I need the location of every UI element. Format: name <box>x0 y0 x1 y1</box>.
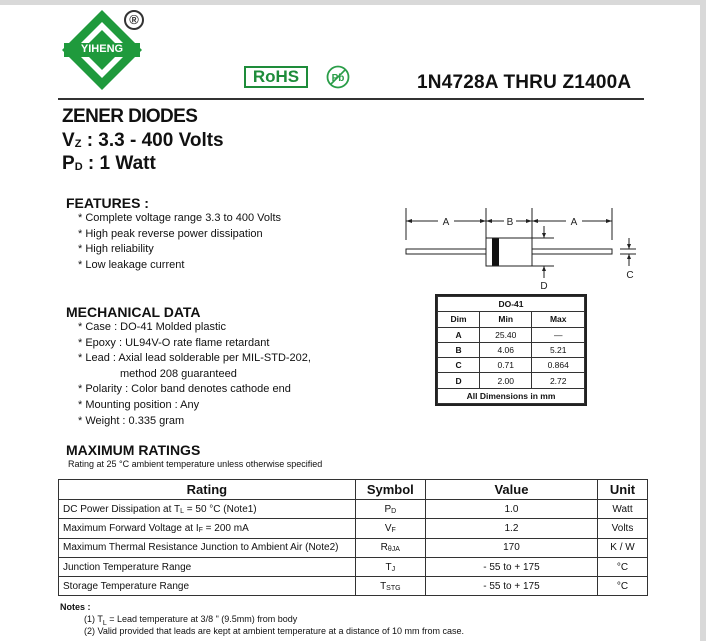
part-number-range: 1N4728A THRU Z1400A <box>417 72 632 93</box>
viewer-top-border <box>0 0 706 5</box>
cathode-band <box>492 239 499 266</box>
rating-unit: °C <box>598 577 648 596</box>
rohs-badge: RoHS <box>244 66 308 88</box>
ratings-condition: Rating at 25 °C ambient temperature unless otherwise specified <box>68 459 323 469</box>
feature-item: * Low leakage current <box>78 258 185 271</box>
dimensions-row <box>438 373 585 388</box>
rating-symbol: $R_{\theta JA}$ <box>355 538 425 557</box>
dimensions-header: Min <box>480 312 532 327</box>
rating-value: 170 <box>425 538 597 557</box>
header-divider <box>58 98 644 100</box>
spec-power <box>62 153 156 175</box>
rating-name: DC Power Dissipation at $T_L = 50$ °C (Note1) <box>59 500 356 519</box>
spec-voltage-sub: Z <box>74 138 82 150</box>
dim-cell: 0.71 <box>480 358 532 373</box>
dimensions-table <box>437 296 585 404</box>
rating-symbol: $V_F$ <box>355 519 425 538</box>
ratings-header: Rating <box>59 480 356 500</box>
mechanical-item: * Lead : Axial lead solderable per MIL-STD-202, <box>78 352 311 365</box>
feature-item: * High peak reverse power dissipation <box>78 227 263 240</box>
feature-item: * High reliability <box>78 243 154 256</box>
rating-symbol: $T_{STG}$ <box>355 577 425 596</box>
table-row <box>59 500 648 519</box>
ratings-header: Unit <box>598 480 648 500</box>
table-row <box>59 538 648 557</box>
note-2: (2) Valid provided that leads are kept at ambient temperature at a distance of 10 mm from case. <box>84 626 465 636</box>
dim-cell: B <box>438 342 480 357</box>
rating-value: 1.0 <box>425 500 597 519</box>
spec-power-sub: D <box>74 161 83 173</box>
rating-unit: °C <box>598 557 648 576</box>
dim-cell: 25.40 <box>480 327 532 342</box>
dimensions-header: Dim <box>438 312 480 327</box>
feature-item: * Complete voltage range 3.3 to 400 Volts <box>78 212 282 224</box>
rating-unit: Volts <box>598 519 648 538</box>
mechanical-item: * Mounting position : Any <box>78 398 200 411</box>
table-row <box>59 519 648 538</box>
mechanical-item: * Epoxy : UL94V-O rate flame retardant <box>78 336 270 349</box>
mechanical-list <box>78 320 311 429</box>
max-ratings-heading: MAXIMUM RATINGS <box>66 442 201 458</box>
dim-cell: C <box>438 358 480 373</box>
rating-symbol: $P_D$ <box>355 500 425 519</box>
spec-voltage-value: : 3.3 - 400 Volts <box>86 130 224 151</box>
dimensions-row <box>438 327 585 342</box>
viewer-right-border <box>700 0 706 641</box>
dim-cell: 2.72 <box>532 373 585 388</box>
table-row <box>59 577 648 596</box>
dimensions-footer: All Dimensions in mm <box>438 388 585 403</box>
spec-voltage <box>62 130 224 152</box>
dim-label-b: B <box>506 217 514 228</box>
mechanical-item: method 208 guaranteed <box>120 367 237 380</box>
dim-cell: — <box>532 327 585 342</box>
dimensions-package: DO-41 <box>438 297 585 312</box>
dim-label-d: D <box>540 281 548 292</box>
pb-free-icon <box>326 65 350 89</box>
rating-name: Storage Temperature Range <box>59 577 356 596</box>
dim-cell: D <box>438 373 480 388</box>
rating-name: Maximum Forward Voltage at $I_F = 200$ mA <box>59 519 356 538</box>
do41-outline-drawing <box>396 200 646 295</box>
registered-mark: ® <box>124 10 144 30</box>
rating-value: - 55 to + 175 <box>425 557 597 576</box>
logo-text: YIHENG <box>80 43 124 55</box>
rating-name: Maximum Thermal Resistance Junction to Ambient Air (Note2) <box>59 538 356 557</box>
features-list <box>78 211 281 273</box>
ratings-header: Value <box>425 480 597 500</box>
dim-cell: A <box>438 327 480 342</box>
ratings-table <box>58 479 648 596</box>
rating-value: - 55 to + 175 <box>425 577 597 596</box>
rating-value: 1.2 <box>425 519 597 538</box>
dim-label-c: C <box>626 270 634 281</box>
dimensions-header: Max <box>532 312 585 327</box>
dim-cell: 0.864 <box>532 358 585 373</box>
spec-voltage-symbol: V <box>62 130 75 151</box>
spec-power-value: : 1 Watt <box>87 153 156 174</box>
mechanical-item: * Case : DO-41 Molded plastic <box>78 321 226 333</box>
dim-label-a-left: A <box>442 217 450 228</box>
dim-cell: 4.06 <box>480 342 532 357</box>
dimensions-row <box>438 342 585 357</box>
mechanical-item: * Weight : 0.335 gram <box>78 414 185 427</box>
pb-label: Pb <box>331 73 345 84</box>
dim-cell: 5.21 <box>532 342 585 357</box>
notes-heading: Notes : <box>60 602 91 612</box>
rating-name: Junction Temperature Range <box>59 557 356 576</box>
spec-power-symbol: P <box>62 153 75 174</box>
dim-cell: 2.00 <box>480 373 532 388</box>
table-row <box>59 557 648 576</box>
features-heading: FEATURES : <box>66 195 149 211</box>
mechanical-heading: MECHANICAL DATA <box>66 304 201 320</box>
note-1: (1) $T_L$ = Lead temperature at 3/8 " (9.5mm) from body <box>84 614 298 627</box>
dim-label-a-right: A <box>570 217 578 228</box>
rating-unit: K / W <box>598 538 648 557</box>
rating-unit: Watt <box>598 500 648 519</box>
product-category: ZENER DIODES <box>62 106 198 127</box>
rating-symbol: $T_J$ <box>355 557 425 576</box>
mechanical-item: * Polarity : Color band denotes cathode end <box>78 383 291 396</box>
dimensions-row <box>438 358 585 373</box>
ratings-header: Symbol <box>355 480 425 500</box>
